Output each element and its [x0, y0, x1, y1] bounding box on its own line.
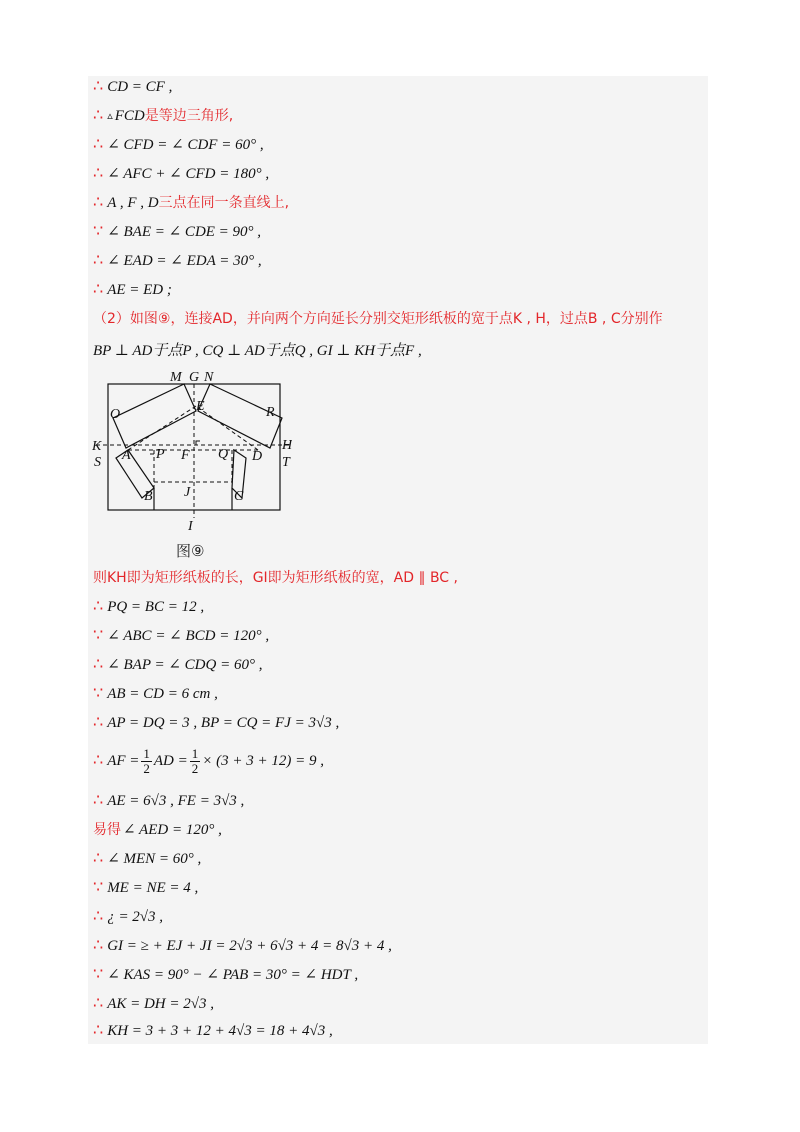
therefore-symbol: ∴: [93, 107, 104, 124]
equation-text: ∠ BAE = ∠ CDE = 90° ,: [107, 224, 262, 240]
equation-text: A , F , D: [107, 195, 159, 211]
equation-text: ∠ EAD = ∠ EDA = 30° ,: [107, 253, 262, 269]
math-line: [93, 76, 172, 98]
therefore-symbol: ∴: [93, 165, 104, 182]
label-s: S: [94, 455, 101, 470]
label-i: I: [188, 519, 193, 534]
math-line: [93, 993, 214, 1015]
chinese-text: 是等边三角形,: [144, 108, 234, 124]
label-t: T: [282, 455, 290, 470]
label-r: R: [266, 405, 275, 420]
math-line: [93, 935, 392, 957]
therefore-symbol: ∴: [93, 656, 104, 673]
label-d: D: [252, 449, 263, 464]
therefore-symbol: ∴: [93, 908, 104, 925]
figure-explanation: 则KH即为矩形纸板的长，GI即为矩形纸板的宽，AD ∥ BC ,: [93, 570, 458, 586]
therefore-symbol: ∴: [93, 136, 104, 153]
math-line: [93, 250, 262, 272]
figure-caption: 图⑨: [176, 542, 205, 560]
therefore-symbol: ∴: [93, 792, 104, 809]
therefore-symbol: ∴: [93, 281, 104, 298]
label-n: N: [204, 370, 214, 385]
equation-text: GI = ≥ + EJ + JI = 2√3 + 6√3 + 4 = 8√3 + 4 ,: [107, 938, 392, 954]
therefore-symbol: ∴: [93, 252, 104, 269]
label-a: A: [122, 448, 131, 463]
therefore-symbol: ∴: [93, 937, 104, 954]
equation-text: AK = DH = 2√3 ,: [107, 996, 214, 1012]
therefore-symbol: ∴: [93, 714, 104, 731]
label-g: G: [189, 370, 200, 385]
math-line: [93, 625, 269, 647]
label-f: F: [181, 448, 190, 463]
equation-text: AF =: [107, 753, 140, 769]
fraction-line: [93, 742, 324, 780]
equation-text: ∠ MEN = 60° ,: [107, 851, 202, 867]
math-line: [93, 848, 201, 870]
math-line: [93, 712, 339, 734]
label-q: Q: [218, 447, 229, 462]
therefore-symbol: ∴: [93, 598, 104, 615]
because-symbol: ∵: [93, 879, 104, 896]
fraction: $\frac{1}{2}$: [191, 745, 199, 776]
equation-text: AB = CD = 6 cm ,: [107, 686, 218, 702]
equation-text: BP ⊥ AD于点P , CQ ⊥ AD于点Q , GI ⊥ KH于点F ,: [93, 343, 422, 359]
math-line: [93, 877, 198, 899]
equation-text: CD = CF ,: [107, 79, 173, 95]
because-symbol: ∵: [93, 627, 104, 644]
math-line: [93, 654, 262, 676]
therefore-symbol: ∴: [93, 752, 104, 769]
geometry-figure-9: [92, 368, 292, 536]
math-line: [93, 134, 264, 156]
label-p: P: [156, 447, 165, 462]
triangle-icon: ▵: [107, 110, 113, 122]
because-symbol: ∵: [93, 966, 104, 983]
math-line: [93, 964, 358, 986]
therefore-symbol: ∴: [93, 194, 104, 211]
therefore-symbol: ∴: [93, 78, 104, 95]
equation-text: ∠ BAP = ∠ CDQ = 60° ,: [107, 657, 263, 673]
fraction: $\frac{1}{2}$: [143, 745, 150, 776]
math-line: [93, 683, 218, 705]
math-line: [93, 192, 289, 214]
equation-text: AD =: [153, 753, 188, 769]
math-line: [93, 596, 204, 618]
equation-text: AE = ED ;: [107, 282, 172, 298]
math-line: [93, 221, 261, 243]
equation-text: AE = 6√3 , FE = 3√3 ,: [107, 793, 245, 809]
math-line: [93, 790, 244, 812]
paragraph-2-line-1: （2）如图⑨，连接AD，并向两个方向延长分别交矩形纸板的宽于点K , H，过点B , C分别作: [93, 311, 663, 327]
equation-text: × (3 + 3 + 12) = 9 ,: [202, 753, 324, 769]
because-symbol: ∵: [93, 223, 104, 240]
rectangle-left-top: [113, 384, 196, 448]
math-line: [93, 105, 233, 127]
math-line: [93, 906, 163, 928]
label-m: M: [170, 370, 182, 385]
therefore-symbol: ∴: [93, 1022, 104, 1039]
label-e: E: [196, 399, 205, 414]
equation-text: FCD: [114, 108, 145, 124]
math-line: [93, 819, 222, 841]
label-h: H: [282, 438, 292, 453]
equation-text: ∠ CFD = ∠ CDF = 60° ,: [107, 137, 264, 153]
therefore-symbol: ∴: [93, 850, 104, 867]
equation-text: ¿ = 2√3 ,: [107, 909, 164, 925]
because-symbol: ∵: [93, 685, 104, 702]
equation-text: ME = NE = 4 ,: [107, 880, 199, 896]
label-k: K: [92, 439, 102, 454]
therefore-symbol: ∴: [93, 995, 104, 1012]
paragraph-2-line-2: [93, 340, 422, 362]
chinese-text: 易得: [93, 822, 121, 838]
math-line: [93, 279, 172, 301]
label-c: C: [234, 489, 244, 504]
equation-text: KH = 3 + 3 + 12 + 4√3 = 18 + 4√3 ,: [107, 1023, 333, 1039]
equation-text: ∠ ABC = ∠ BCD = 120° ,: [107, 628, 270, 644]
math-line: [93, 1020, 333, 1042]
equation-text: ∠ AED = 120° ,: [123, 822, 222, 838]
label-j: J: [184, 485, 191, 500]
equation-text: ∠ AFC + ∠ CFD = 180° ,: [107, 166, 270, 182]
label-o: O: [110, 407, 121, 422]
chinese-text: 三点在同一条直线上,: [158, 195, 290, 211]
label-b: B: [144, 489, 153, 504]
math-line: [93, 163, 269, 185]
equation-text: PQ = BC = 12 ,: [107, 599, 205, 615]
equation-text: AP = DQ = 3 , BP = CQ = FJ = 3√3 ,: [107, 715, 340, 731]
equation-text: ∠ KAS = 90° − ∠ PAB = 30° = ∠ HDT ,: [107, 967, 359, 983]
